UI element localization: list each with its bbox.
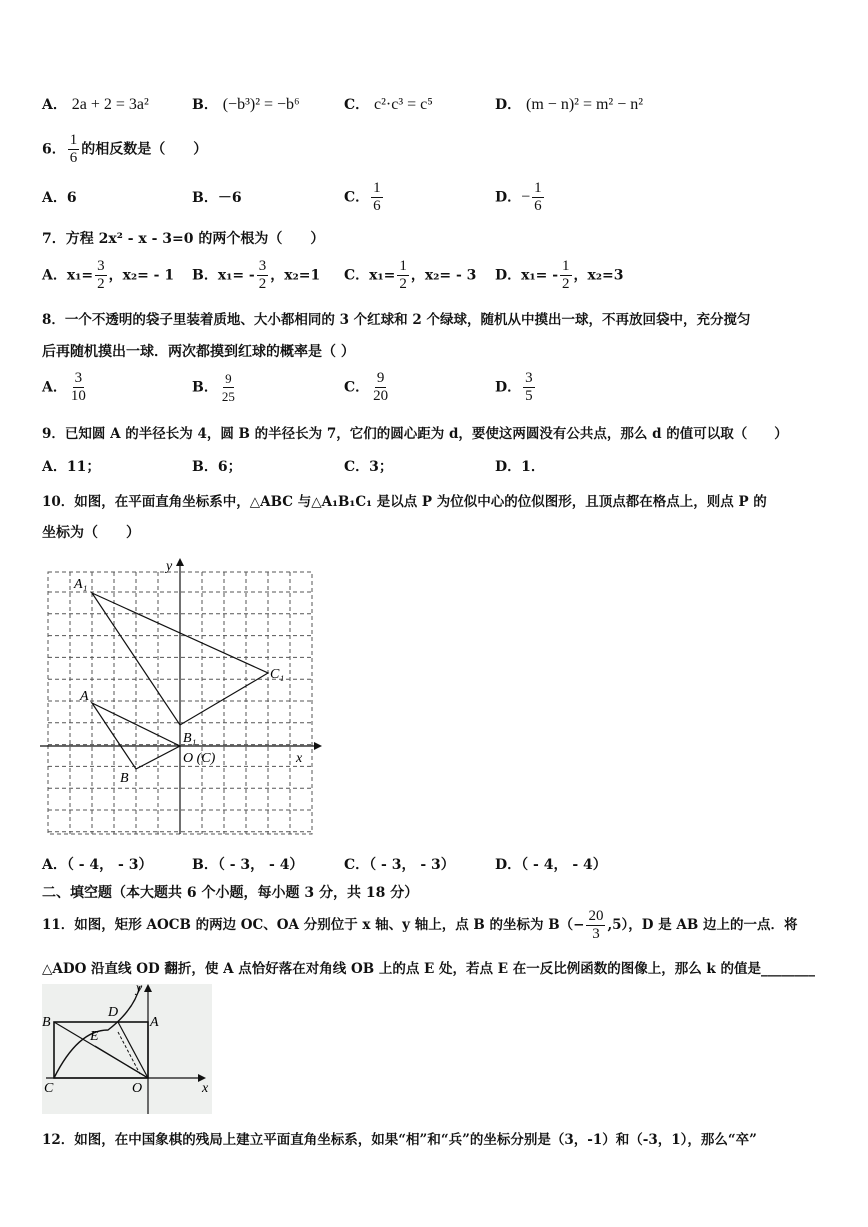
- x-axis-arrow: [314, 742, 322, 750]
- q8-option-c: C． $\frac{9}{20}$: [344, 370, 389, 404]
- q10-option-b: B．（ - 3， - 4）: [192, 857, 304, 873]
- y-axis-arrow: [176, 558, 184, 566]
- q7-option-b: B．x₁= - $\frac{3}{2}$ ，x₂=1: [192, 258, 321, 292]
- label-e: E: [90, 1029, 99, 1044]
- q6-option-d: D．− $\frac{1}{6}$: [495, 180, 542, 214]
- q8-option-b: B． $\frac{9}{25}$: [192, 371, 235, 404]
- q5-option-d: D． (m − n)² = m² − n²: [495, 96, 644, 113]
- q8-line2: 后再随机摸出一球．两次都摸到红球的概率是（ ）: [42, 344, 355, 360]
- q6-stem: 6． $\frac{1}{6}$ 的相反数是（ ）: [42, 132, 208, 166]
- q8-option-d: D． $\frac{3}{5}$: [495, 370, 533, 404]
- q10-line1: 10．如图，在平面直角坐标系中，△ABC 与△A₁B₁C₁ 是以点 P 为位似中心的位似图形，且顶点都在格点上，则点 P 的: [42, 494, 767, 510]
- q8-option-a: A． $\frac{3}{10}$: [42, 370, 86, 404]
- q6-option-b: B．－6: [192, 190, 242, 206]
- q5-option-b: B． (−b³)² = −b⁶: [192, 96, 300, 113]
- label-c1: C₁: [270, 667, 285, 682]
- label-x: x: [296, 751, 303, 766]
- label-y: y: [136, 981, 143, 996]
- q7-option-d: D．x₁= - $\frac{1}{2}$ ，x₂=3: [495, 258, 624, 292]
- q6-option-c: C． $\frac{1}{6}$: [344, 180, 381, 214]
- q9-option-a: A．11；: [42, 459, 101, 475]
- q11-line2: △ADO 沿直线 OD 翻折，使 A 点恰好落在对角线 OB 上的点 E 处，若点 E 在一反比例函数的图像上，那么 k 的值是________: [42, 961, 815, 977]
- label-x: x: [202, 1081, 209, 1096]
- q9-stem: 9．已知圆 A 的半径长为 4，圆 B 的半径长为 7，它们的圆心距为 d，要使这两圆没有公共点，那么 d 的值可以取（ ）: [42, 426, 788, 442]
- q9-option-c: C．3；: [344, 459, 393, 475]
- q10-line2: 坐标为（ ）: [42, 525, 140, 541]
- q11-figure: [38, 980, 218, 1116]
- q9-option-b: B．6；: [192, 459, 242, 475]
- q5-option-a: A． 2a + 2 = 3a²: [42, 96, 149, 113]
- q7-stem: 7．方程 2x² - x - 3=0 的两个根为（ ）: [42, 231, 325, 247]
- label-b1: B₁: [183, 731, 197, 746]
- q10-option-a: A．（ - 4， - 3）: [42, 857, 153, 873]
- label-a1: A₁: [74, 577, 88, 592]
- q10-figure: [38, 556, 330, 840]
- label-a: A: [150, 1015, 159, 1030]
- q6-fraction: $\frac{1}{6}$: [69, 132, 78, 166]
- q6-option-a: A．6: [42, 190, 77, 206]
- label-y: y: [166, 559, 173, 574]
- q10-option-d: D．（ - 4， - 4）: [495, 857, 607, 873]
- q7-option-c: C．x₁= $\frac{1}{2}$ ，x₂= - 3: [344, 258, 477, 292]
- q12-stem: 12．如图，在中国象棋的残局上建立平面直角坐标系，如果“相”和“兵”的坐标分别是（3，-1）和（-3，1），那么“卒”: [42, 1132, 757, 1148]
- section-heading: 二、填空题（本大题共 6 个小题，每小题 3 分，共 18 分）: [42, 885, 419, 901]
- q7-option-a: A．x₁= $\frac{3}{2}$ ，x₂= - 1: [42, 258, 175, 292]
- label-o: O: [132, 1081, 143, 1096]
- label-b: B: [120, 771, 129, 786]
- q9-option-d: D．1．: [495, 459, 545, 475]
- label-o-c: O (C): [183, 751, 216, 766]
- label-a: A: [80, 689, 89, 704]
- q10-option-c: C．（ - 3， - 3）: [344, 857, 455, 873]
- label-d: D: [108, 1005, 119, 1020]
- q8-line1: 8．一个不透明的袋子里装着质地、大小都相同的 3 个红球和 2 个绿球，随机从中摸出一球，不再放回袋中，充分搅匀: [42, 312, 751, 328]
- q5-option-c: C． c²·c³ = c⁵: [344, 96, 433, 113]
- label-c: C: [44, 1081, 54, 1096]
- label-b: B: [42, 1015, 51, 1030]
- q11-line1: 11．如图，矩形 AOCB 的两边 OC、OA 分别位于 x 轴、y 轴上，点 B 的坐标为 B（− $\frac{20}{3}$ ,5），D 是 AB 边上的一点．将: [42, 908, 798, 942]
